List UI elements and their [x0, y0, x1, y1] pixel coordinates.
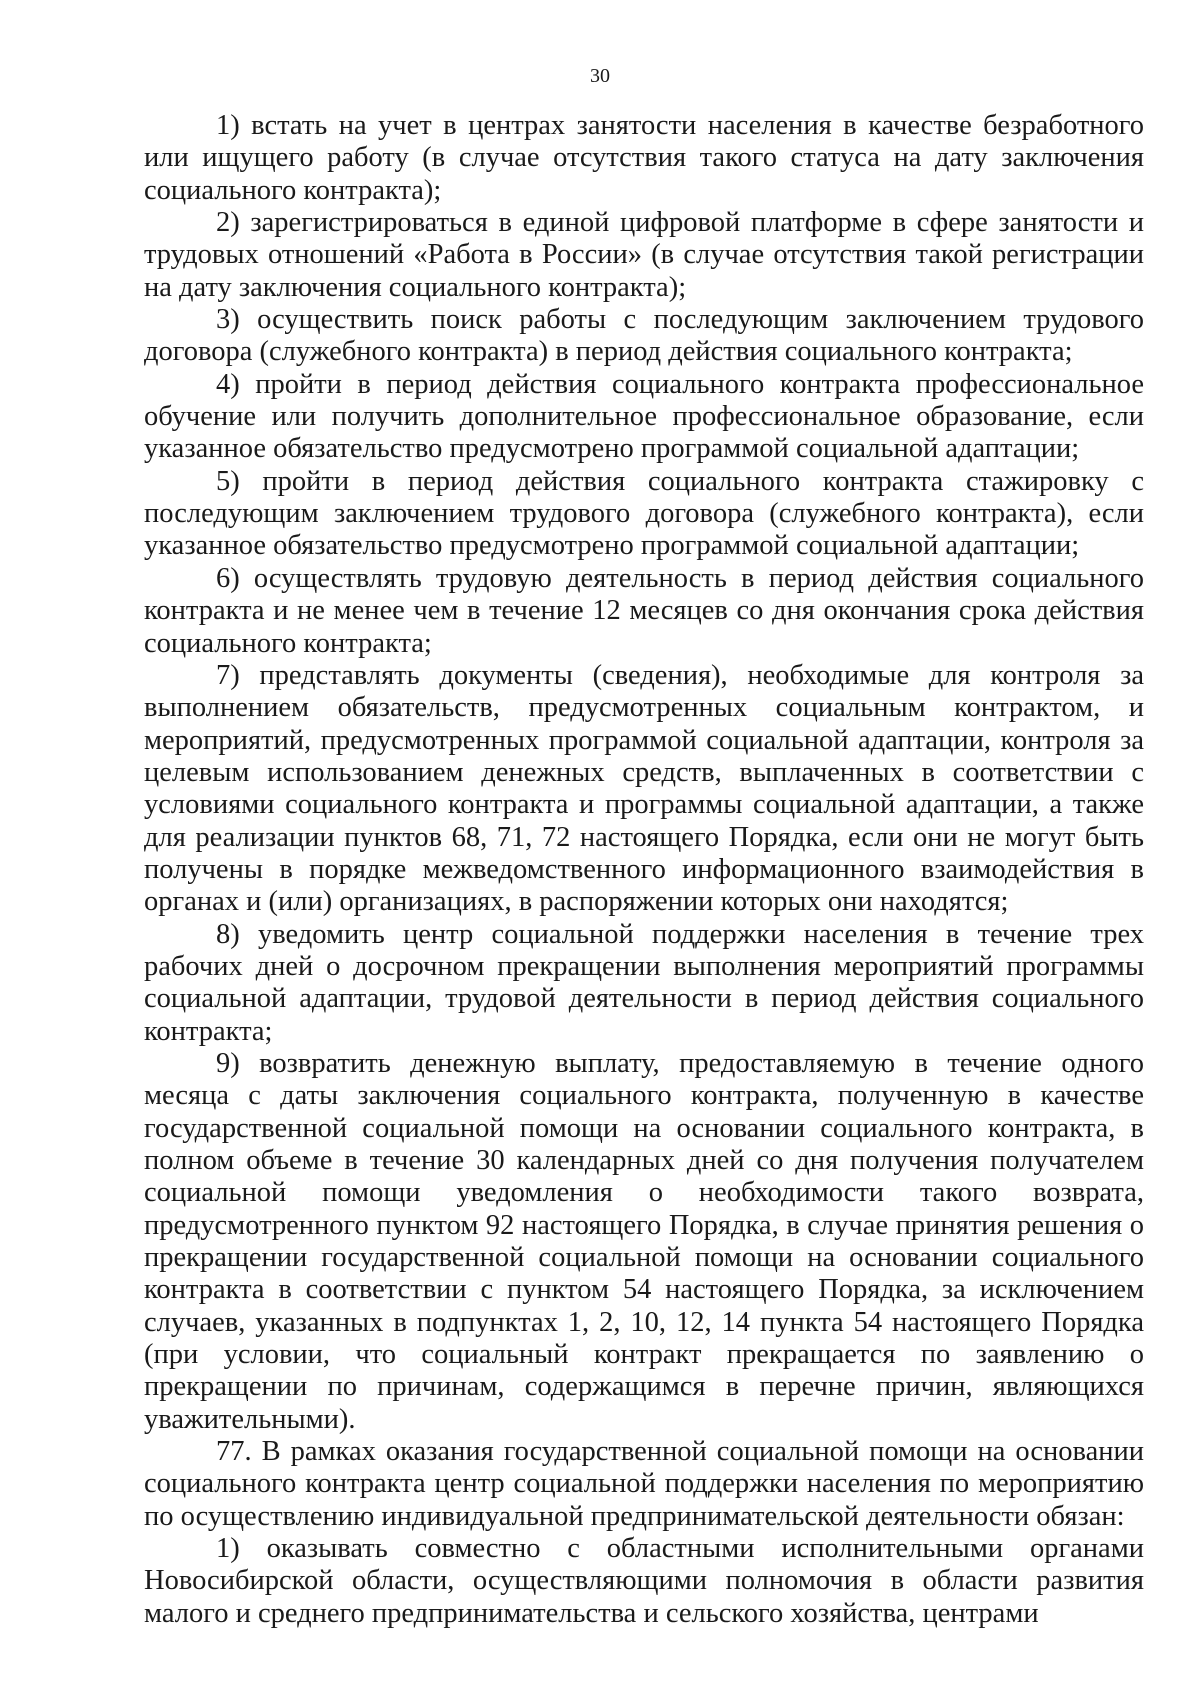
page-number: 30	[590, 65, 610, 87]
paragraph-item-7: 7) представлять документы (сведения), необходимые для контроля за выполнением обязательств, предусмотренных социальным контрактом, и мероприятий, предусмотренных программой социальной адаптации, контроля за целевым использованием денежных средств, выплаченных в соответствии с условиями социального контракта и программы социальной адаптации, а также для реализации пунктов 68, 71, 72 настоящего Порядка, если они не могут быть получены в порядке межведомственного информационного взаимодействия в органах и (или) организациях, в распоряжении которых они находятся;	[144, 659, 1144, 918]
paragraph-item-9: 9) возвратить денежную выплату, предоставляемую в течение одного месяца с даты заключения социального контракта, полученную в качестве государственной социальной помощи на основании социального контракта, в полном объеме в течение 30 календарных дней со дня получения получателем социальной помощи уведомления о необходимости такого возврата, предусмотренного пунктом 92 настоящего Порядка, в случае принятия решения о прекращении государственной социальной помощи на основании социального контракта в соответствии с пунктом 54 настоящего Порядка, за исключением случаев, указанных в подпунктах 1, 2, 10, 12, 14 пункта 54 настоящего Порядка (при условии, что социальный контракт прекращается по заявлению о прекращении по причинам, содержащимся в перечне причин, являющихся уважительными).	[144, 1047, 1144, 1435]
paragraph-item-8: 8) уведомить центр социальной поддержки населения в течение трех рабочих дней о досрочном прекращении выполнения мероприятий программы социальной адаптации, трудовой деятельности в период действия социального контракта;	[144, 918, 1144, 1047]
paragraph-item-6: 6) осуществлять трудовую деятельность в период действия социального контракта и не менее чем в течение 12 месяцев со дня окончания срока действия социального контракта;	[144, 562, 1144, 659]
paragraph-item-1: 1) встать на учет в центрах занятости населения в качестве безработного или ищущего работу (в случае отсутствия такого статуса на дату заключения социального контракта);	[144, 110, 1144, 206]
paragraph-item-2: 2) зарегистрироваться в единой цифровой платформе в сфере занятости и трудовых отношений «Работа в России» (в случае отсутствия такой регистрации на дату заключения социального контракта);	[144, 207, 1144, 303]
document-body	[144, 110, 1144, 1630]
paragraph-item-3: 3) осуществить поиск работы с последующим заключением трудового договора (служебного контракта) в период действия социального контракта;	[144, 304, 1144, 368]
paragraph-item-4: 4) пройти в период действия социального контракта профессиональное обучение или получить дополнительное профессиональное образование, если указанное обязательство предусмотрено программой социальной адаптации;	[144, 368, 1144, 465]
paragraph-section-77: 77. В рамках оказания государственной социальной помощи на основании социального контракта центр социальной поддержки населения по мероприятию по осуществлению индивидуальной предпринимательской деятельности обязан:	[144, 1436, 1144, 1532]
paragraph-item-5: 5) пройти в период действия социального контракта стажировку с последующим заключением трудового договора (служебного контракта), если указанное обязательство предусмотрено программой социальной адаптации;	[144, 465, 1144, 562]
paragraph-section-77-item-1: 1) оказывать совместно с областными исполнительными органами Новосибирской области, осуществляющими полномочия в области развития малого и среднего предпринимательства и сельского хозяйства, центрами	[144, 1533, 1144, 1629]
